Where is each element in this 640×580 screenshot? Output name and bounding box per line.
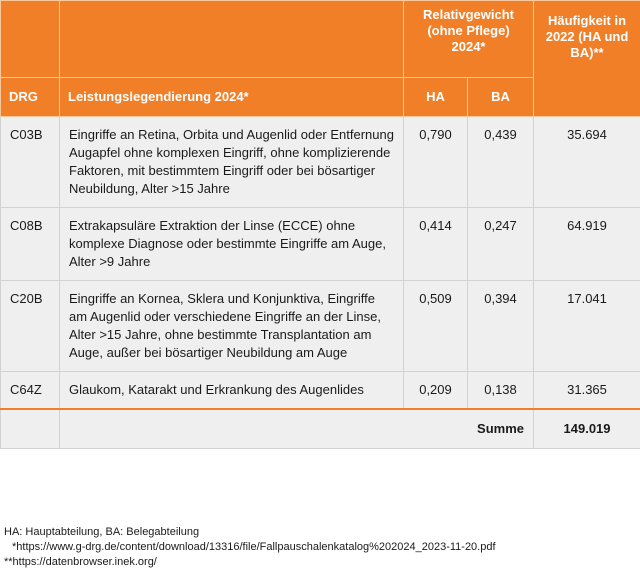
frequency-value: 35.694: [534, 117, 640, 208]
header-blank-drg: [1, 1, 60, 78]
table-row: [1, 372, 640, 410]
drg-code: C64Z: [1, 372, 60, 410]
header-ba: BA: [468, 78, 534, 117]
footnote-abbreviations: HA: Hauptabteilung, BA: Belegabteilung: [4, 526, 200, 538]
weight-ba: 0,394: [468, 281, 534, 372]
frequency-value: 64.919: [534, 208, 640, 281]
sum-value: 149.019: [534, 409, 640, 449]
header-ha: HA: [404, 78, 468, 117]
weight-ha: 0,790: [404, 117, 468, 208]
drg-description: Extrakapsuläre Extraktion der Linse (ECCE) ohne komplexe Diagnose oder bestimmte Eingriffe am Auge, Alter >9 Jahre: [60, 208, 404, 281]
sum-row: [1, 409, 640, 449]
footnotes: [4, 525, 638, 570]
drg-description: Glaukom, Katarakt und Erkrankung des Augenlides: [60, 372, 404, 410]
weight-ba: 0,247: [468, 208, 534, 281]
drg-code: C08B: [1, 208, 60, 281]
drg-description: Eingriffe an Retina, Orbita und Augenlid oder Entfernung Augapfel ohne komplexen Eingriff, ohne komplizierende Faktoren, mit bestimmtem Eingriff oder bei bösartiger Neubildung, Alter >15 Jahre: [60, 117, 404, 208]
sum-spacer: [1, 409, 60, 449]
drg-code: C03B: [1, 117, 60, 208]
drg-description: Eingriffe an Kornea, Sklera und Konjunktiva, Eingriffe am Augenlid oder verschiedene Eingriffe an der Linse, Alter >15 Jahre, ohne bestimmte Transplantation am Auge, außer bei bösartiger Neubildung am Auge: [60, 281, 404, 372]
header-relative-weight: Relativgewicht (ohne Pflege) 2024*: [404, 1, 534, 78]
table-row: [1, 117, 640, 208]
header-description: Leistungslegendierung 2024*: [60, 78, 404, 117]
header-blank-description: [60, 1, 404, 78]
weight-ha: 0,509: [404, 281, 468, 372]
footnote-source-inek: **https://datenbrowser.inek.org/: [4, 556, 157, 568]
drg-code: C20B: [1, 281, 60, 372]
frequency-value: 31.365: [534, 372, 640, 410]
header-frequency: Häufigkeit in 2022 (HA und BA)**: [534, 1, 640, 117]
sum-label: Summe: [60, 409, 534, 449]
weight-ha: 0,209: [404, 372, 468, 410]
footnote-source-drg: *https://www.g-drg.de/content/download/13316/file/Fallpauschalenkatalog%202024_2023-11-20.pdf: [12, 541, 496, 553]
header-drg: DRG: [1, 78, 60, 117]
weight-ba: 0,138: [468, 372, 534, 410]
weight-ba: 0,439: [468, 117, 534, 208]
weight-ha: 0,414: [404, 208, 468, 281]
frequency-value: 17.041: [534, 281, 640, 372]
table-row: [1, 281, 640, 372]
table-row: [1, 208, 640, 281]
